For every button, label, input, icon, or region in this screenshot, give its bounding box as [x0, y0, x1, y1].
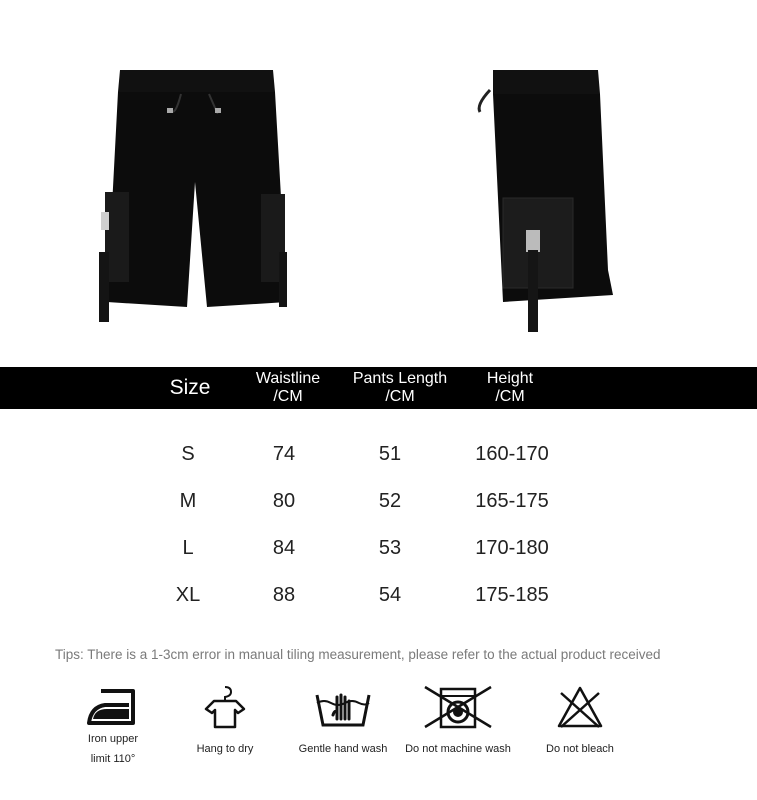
header-height: Height /CM [486, 370, 534, 405]
care-label: limit 110° [90, 753, 136, 765]
care-hang [182, 685, 268, 759]
care-label: Do not bleach [546, 743, 614, 755]
care-label: Do not machine wash [405, 743, 511, 755]
table-row [0, 537, 757, 567]
pants-length-cell: 54 [378, 584, 402, 606]
hand-wash-icon [313, 685, 373, 729]
care-label: Hang to dry [196, 743, 254, 755]
no-bleach-icon [555, 685, 605, 729]
pants-length-cell: 53 [378, 537, 402, 559]
height-cell: 170-180 [475, 537, 549, 559]
care-hand-wash [292, 685, 394, 759]
waistline-cell: 84 [272, 537, 296, 559]
height-cell: 165-175 [475, 490, 549, 512]
pants-length-cell: 51 [378, 443, 402, 465]
pants-length-cell: 52 [378, 490, 402, 512]
care-label: Iron upper [87, 733, 139, 745]
height-cell: 160-170 [475, 443, 549, 465]
table-row [0, 443, 757, 473]
table-row [0, 584, 757, 614]
care-no-bleach [536, 685, 624, 759]
header-size: Size [169, 376, 211, 399]
hanger-icon [200, 685, 250, 729]
size-cell: L [182, 537, 194, 559]
table-row [0, 490, 757, 520]
no-machine-wash-icon [423, 685, 493, 729]
size-table-header [0, 367, 757, 409]
care-iron [70, 685, 156, 769]
shorts-front-image [95, 62, 295, 332]
size-cell: M [179, 490, 197, 512]
size-cell: XL [175, 584, 201, 606]
size-cell: S [181, 443, 195, 465]
care-no-machine-wash [398, 685, 518, 759]
waistline-cell: 88 [272, 584, 296, 606]
waistline-cell: 80 [272, 490, 296, 512]
iron-icon [83, 685, 143, 729]
care-label: Gentle hand wash [298, 743, 388, 755]
shorts-side-image [468, 70, 618, 340]
height-cell: 175-185 [475, 584, 549, 606]
header-pants-length: Pants Length /CM [352, 370, 448, 405]
measurement-tip: Tips: There is a 1-3cm error in manual tiling measurement, please refer to the actual product received [55, 647, 661, 662]
waistline-cell: 74 [272, 443, 296, 465]
header-waistline: Waistline /CM [255, 370, 321, 405]
